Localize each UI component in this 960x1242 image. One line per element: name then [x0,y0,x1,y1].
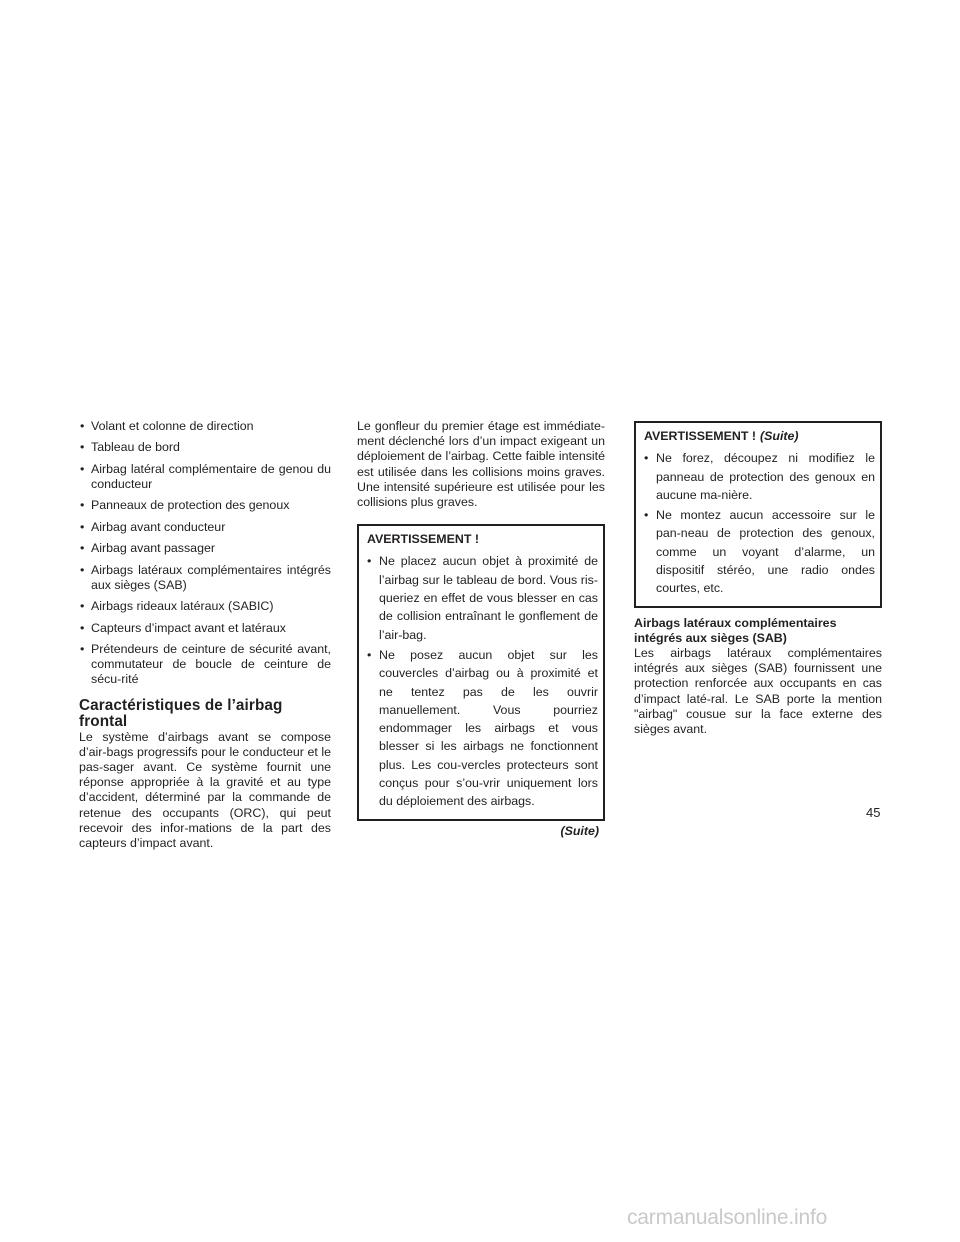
sab-paragraph: Les airbags latéraux complémentaires intégrés aux sièges (SAB) fournissent une protection renforcée aux occupants en cas d’impact laté-ral. Le SAB porte la mention "airbag" cousue sur la face externe des sièges avant. [634,645,882,736]
list-item: • Capteurs d’impact avant et latéraux [80,620,286,635]
bullet-icon: • [80,461,85,476]
bullet-icon: • [644,508,649,523]
list-item: • Panneaux de protection des genoux [80,498,290,513]
list-item: • Airbag latéral complémentaire de genou du conducteur [80,461,331,491]
warning-list [644,449,875,597]
bullet-icon: • [367,647,372,662]
bullet-icon: • [80,498,85,513]
watermark: carmanualsonline.info [627,1206,828,1229]
list-item: • Airbags latéraux complémentaires intégrés aux sièges (SAB) [80,562,331,592]
list-item: • Airbag avant conducteur [80,519,226,534]
column-left [79,419,331,851]
bullet-icon: • [80,519,85,534]
bullet-icon: • [80,562,85,577]
bullet-icon: • [80,440,85,455]
list-item: • Volant et colonne de direction [80,419,254,433]
column-right [634,419,882,737]
list-item: • Tableau de bord [80,440,180,455]
list-item: • Ne montez aucun accessoire sur le pan-neau de protection des genoux, comme un voyant d’alarme, un dispositif stéréo, une radio ondes courtes, etc. [644,508,875,596]
warning-list [367,552,598,810]
bullet-icon: • [80,419,85,433]
list-item: • Prétendeurs de ceinture de sécurité avant, commutateur de boucle de ceinture de sécu-rité [80,641,331,687]
frontal-airbag-paragraph: Le système d’airbags avant se compose d’air-bags progressifs pour le conducteur et le pas-sager avant. Ce système fournit une réponse appropriée à la gravité et au type d’accident, déterminé par la commande de retenue des occupants (ORC), qui peut recevoir des infor-mations de la part des capteurs d’impact avant. [79,729,331,850]
bullet-icon: • [80,541,85,556]
list-item: • Ne forez, découpez ni modifiez le panneau de protection des genoux en aucune ma-nière. [644,451,875,502]
bullet-icon: • [80,620,85,635]
bullet-icon: • [367,554,372,569]
continued-label: (Suite) [759,429,799,443]
list-item: • Ne placez aucun objet à proximité de l’airbag sur le tableau de bord. Vous ris-queriez en effet de vous blesser en cas de collision entraînant le gonflement de l’air-bag. [367,554,598,642]
component-list [79,419,331,688]
column-middle [357,419,605,839]
warning-box-continued [634,421,882,608]
bullet-icon: • [80,599,85,614]
section-subheading-sab: Airbags latéraux complémentaires intégrés aux sièges (SAB) [634,615,837,645]
list-item: • Airbag avant passager [80,541,215,556]
warning-title: AVERTISSEMENT ! (Suite) [644,429,799,443]
list-item: • Ne posez aucun objet sur les couvercles d’airbag ou à proximité et ne tentez pas de les ouvrir manuellement. Vous pourriez endommager les airbags et vous blesser si les airbags ne fonctionnent plus. Les cou-vercles protecteurs sont conçus pour s’ou-vrir uniquement lors du déploiement des airbags. [367,647,598,809]
bullet-icon: • [644,451,649,466]
section-heading-frontal-airbag: Caractéristiques de l’airbag frontal [79,696,283,730]
list-item: • Airbags rideaux latéraux (SABIC) [80,599,274,614]
warning-title: AVERTISSEMENT ! [367,532,479,547]
inflator-paragraph: Le gonfleur du premier étage est immédiate-ment déclenché lors d’un impact exigeant un déploiement de l’airbag. Cette faible intensité est utilisée dans les collisions moins graves. Une intensité supérieure est utilisée pour les collisions plus graves. [357,419,605,510]
page-number: 45 [866,805,881,820]
continued-label: (Suite) [560,823,599,838]
warning-box [357,524,605,820]
bullet-icon: • [80,641,85,656]
